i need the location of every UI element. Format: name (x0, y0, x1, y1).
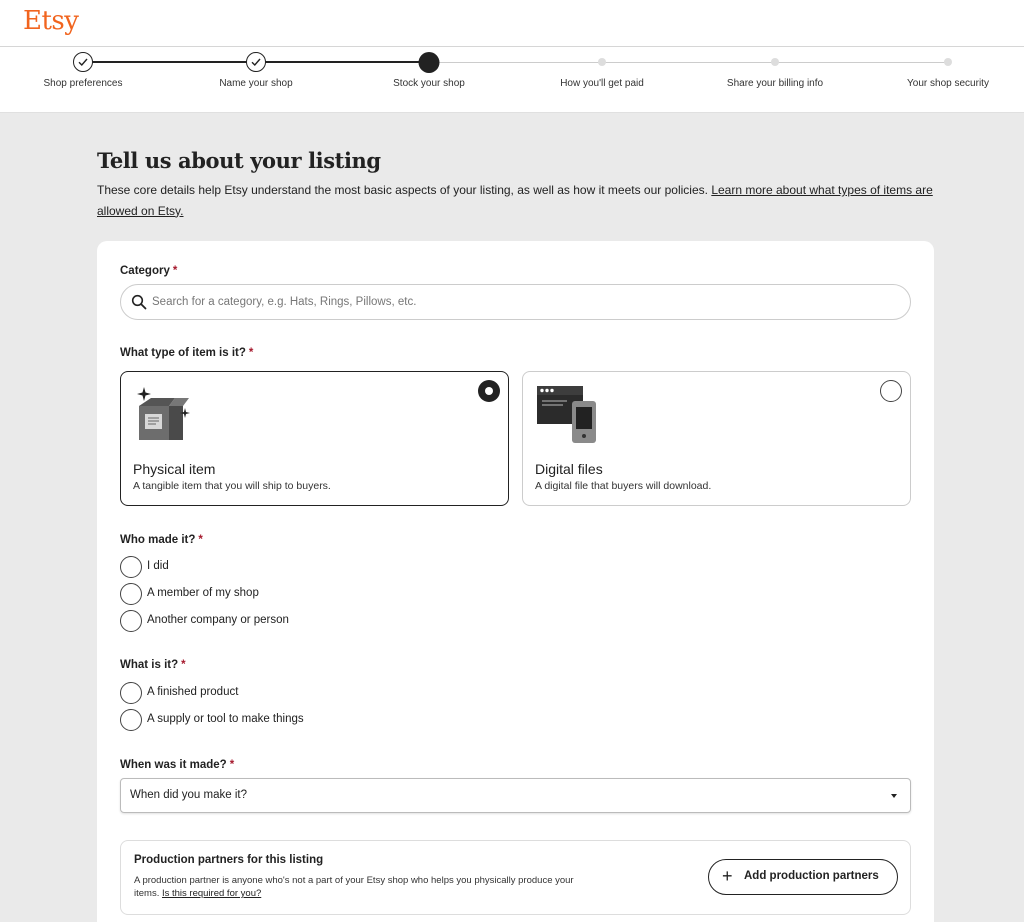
digital-files-desc: A digital file that buyers will download. (535, 480, 712, 492)
page-title: Tell us about your listing (97, 148, 381, 173)
option-label: A member of my shop (147, 587, 259, 599)
add-production-partners-button[interactable] (708, 859, 898, 895)
pending-step-dot (771, 58, 779, 66)
when-made-value: When did you make it? (130, 789, 247, 801)
allowed-items-link[interactable]: Learn more about what types of items are allowed on Etsy. (97, 183, 933, 218)
production-partners-panel (120, 840, 911, 915)
category-search[interactable] (120, 284, 911, 320)
option-label: A supply or tool to make things (147, 713, 304, 725)
option-label: A finished product (147, 686, 239, 698)
check-icon (246, 52, 266, 72)
pending-step-dot (598, 58, 606, 66)
digital-files-icon (535, 384, 599, 446)
when-made-label: When was it made? * (120, 759, 235, 771)
option-label: I did (147, 560, 169, 572)
digital-files-radio[interactable] (880, 380, 902, 402)
intro-description (97, 180, 937, 221)
required-info-link[interactable]: Is this required for you? (161, 888, 262, 899)
physical-item-desc: A tangible item that you will ship to buyers. (133, 480, 331, 492)
step-label: Shop preferences (43, 78, 123, 89)
progress-line-remaining (429, 62, 949, 63)
progress-stepper (0, 47, 1024, 113)
step-label: Name your shop (219, 78, 293, 89)
digital-files-option[interactable] (522, 371, 911, 506)
intro-text: These core details help Etsy understand the most basic aspects of your listing, as well as how it meets our policies. (97, 183, 708, 197)
step-label: How you'll get paid (560, 78, 644, 89)
etsy-logo[interactable]: Etsy (23, 6, 79, 36)
step-label: Your shop security (907, 78, 989, 89)
digital-files-title: Digital files (535, 461, 603, 477)
what-is-it-label: What is it? * (120, 659, 186, 671)
listing-form-card (97, 241, 934, 922)
radio-button[interactable] (120, 583, 142, 605)
chevron-down-icon (891, 794, 897, 798)
item-type-label: What type of item is it? * (120, 347, 254, 359)
category-label: Category * (120, 265, 178, 277)
physical-item-option[interactable] (120, 371, 509, 506)
option-label: Another company or person (147, 614, 289, 626)
check-icon (73, 52, 93, 72)
pending-step-dot (944, 58, 952, 66)
step-label: Share your billing info (726, 78, 824, 89)
search-icon (131, 294, 147, 310)
plus-icon: + (722, 866, 733, 886)
radio-button[interactable] (120, 709, 142, 731)
current-step-dot (419, 52, 440, 73)
physical-item-radio[interactable] (478, 380, 500, 402)
top-bar (0, 0, 1024, 47)
production-partners-desc: A production partner is anyone who's not a part of your Etsy shop who helps you physically produce your items. Is this required for you? (134, 875, 574, 899)
radio-button[interactable] (120, 682, 142, 704)
category-search-input[interactable] (152, 293, 892, 311)
who-made-label: Who made it? * (120, 534, 203, 546)
radio-button[interactable] (120, 610, 142, 632)
physical-item-title: Physical item (133, 461, 216, 477)
radio-button[interactable] (120, 556, 142, 578)
production-partners-title: Production partners for this listing (134, 854, 324, 866)
when-made-select[interactable] (120, 778, 911, 813)
step-label: Stock your shop (393, 78, 465, 89)
add-production-partners-label: Add production partners (744, 870, 879, 882)
box-icon (133, 384, 195, 446)
